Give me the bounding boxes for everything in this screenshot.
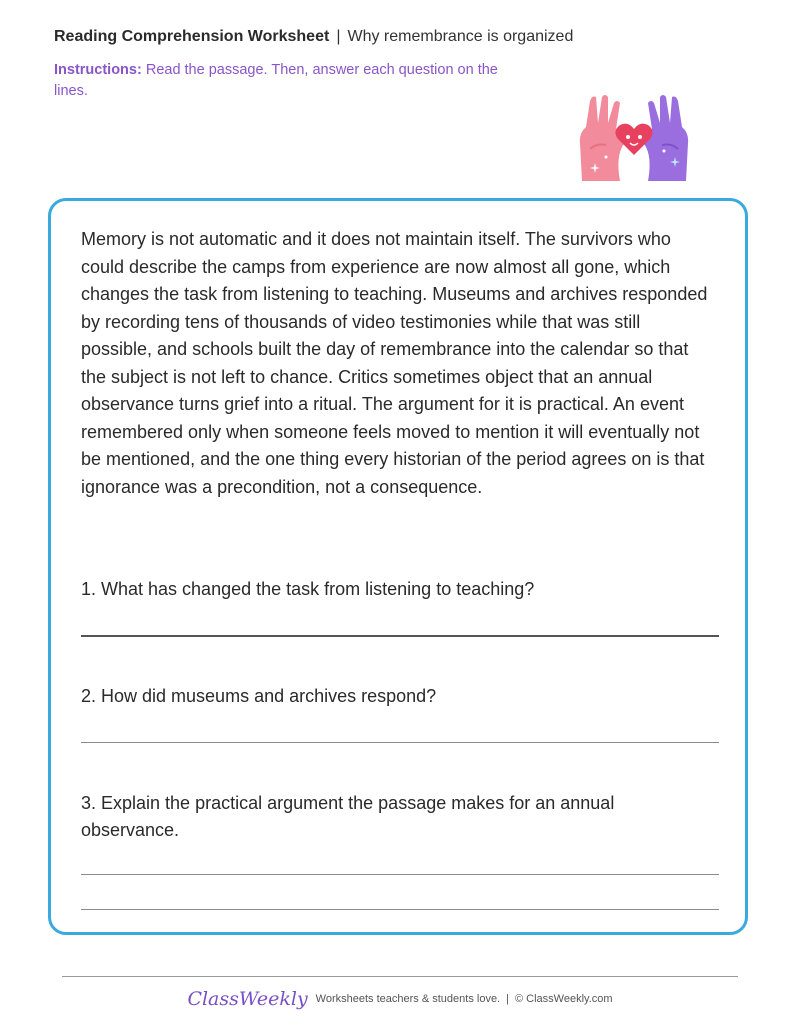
answer-line-2[interactable]: [81, 742, 719, 743]
instructions-text: Read the passage. Then, answer each question on the lines.: [54, 62, 498, 99]
footer-divider: [62, 976, 738, 977]
question-2: 2. How did museums and archives respond?: [81, 686, 437, 706]
answer-line-3b[interactable]: [81, 909, 719, 910]
instructions: [54, 60, 514, 102]
footer-tagline: Worksheets teachers & students love.: [315, 993, 501, 1005]
footer-copyright: © ClassWeekly.com: [514, 993, 613, 1005]
instructions-label: Instructions:: [54, 62, 142, 78]
passage-card: [48, 198, 748, 935]
footer: [0, 988, 800, 1010]
heart-hands-icon: [576, 93, 692, 185]
question-1: 1. What has changed the task from listening to teaching?: [81, 579, 535, 599]
worksheet-title: Reading Comprehension Worksheet: [54, 28, 330, 45]
reading-passage: Memory is not automatic and it does not maintain itself. The survivors who could describe the camps from experience are now almost all gone, which changes the task from listening to teaching. Museums and archives responded by recording tens of thousands of video testimonies while that was still possible, and schools built the day of remembrance into the calendar so that the subject is not left to chance. Critics sometimes object that an annual observance turns grief into a ritual. The argument for it is practical. An event remembered only when someone feels moved to mention it will eventually not be mentioned, and the one thing every historian of the period agrees on is that ignorance was a precondition, not a consequence.: [81, 229, 708, 497]
answer-line-1[interactable]: [81, 635, 719, 637]
brand-logo: ClassWeekly: [187, 988, 308, 1010]
answer-line-3a[interactable]: [81, 874, 719, 875]
footer-separator: |: [506, 993, 509, 1005]
worksheet-subtitle: Why remembrance is organized: [347, 28, 574, 45]
question-3: 3. Explain the practical argument the passage makes for an annual observance.: [81, 793, 615, 840]
worksheet-header: [54, 28, 573, 46]
header-separator: |: [336, 28, 341, 45]
